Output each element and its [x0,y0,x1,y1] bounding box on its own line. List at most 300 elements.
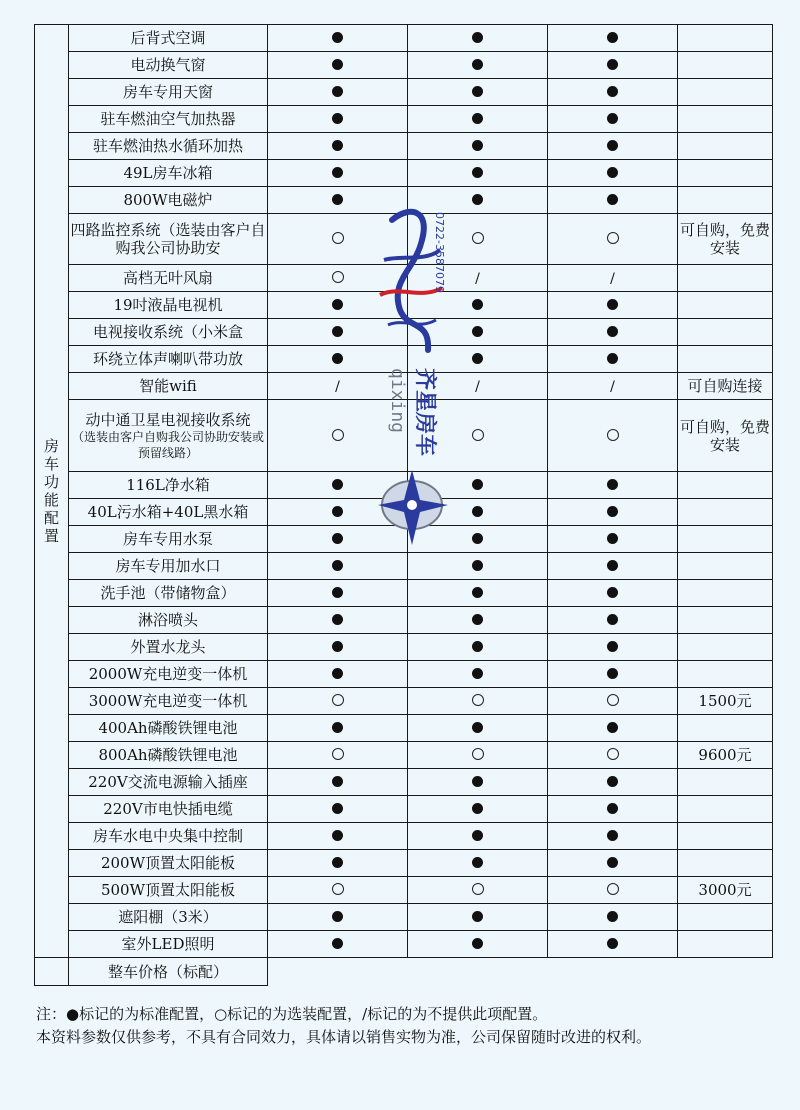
config-mark-cell [548,214,678,265]
note-cell [678,265,773,292]
standard-dot-icon [607,830,618,841]
config-mark-cell [548,823,678,850]
feature-label: 电动换气窗 [130,56,206,74]
standard-dot-icon [332,911,343,922]
table-row [35,52,773,79]
optional-circle-icon [332,429,344,441]
config-mark-cell [408,850,548,877]
standard-dot-icon [332,641,343,652]
table-row [35,553,773,580]
config-mark-cell [268,373,408,400]
config-mark-cell [268,661,408,688]
standard-dot-icon [607,722,618,733]
table-row [35,292,773,319]
config-mark-cell [548,607,678,634]
config-mark-cell [408,133,548,160]
optional-circle-icon [332,232,344,244]
note-cell [678,904,773,931]
feature-cell [69,79,268,106]
config-mark-cell [408,319,548,346]
standard-dot-icon [472,533,483,544]
standard-dot-icon [332,614,343,625]
feature-label: 高档无叶风扇 [122,269,213,287]
config-mark-cell [548,796,678,823]
config-mark-cell [548,25,678,52]
table-row [35,25,773,52]
feature-cell [69,373,268,400]
feature-label: 220V交流电源输入插座 [88,773,248,791]
feature-cell [69,931,268,958]
standard-dot-icon [472,479,483,490]
table-row [35,877,773,904]
feature-cell [69,214,268,265]
config-mark-cell [548,160,678,187]
standard-dot-icon [472,614,483,625]
feature-cell [69,796,268,823]
table-row [35,526,773,553]
config-mark-cell [268,79,408,106]
note-cell [678,52,773,79]
standard-dot-icon [607,911,618,922]
category-label: 房车功能配置 [43,437,59,545]
feature-cell [69,580,268,607]
standard-dot-icon [332,113,343,124]
note-cell [678,634,773,661]
config-mark-cell [548,79,678,106]
feature-label: 800Ah磷酸铁锂电池 [98,746,238,764]
note-cell [678,931,773,958]
feature-label: 49L房车冰箱 [123,164,213,182]
standard-dot-icon [472,830,483,841]
feature-cell [69,715,268,742]
standard-dot-icon [332,167,343,178]
standard-dot-icon [607,506,618,517]
feature-cell [69,106,268,133]
legend-note: 注：●标记的为标准配置，○标记的为选装配置，/标记的为不提供此项配置。 [36,1005,548,1023]
optional-circle-icon [472,232,484,244]
config-mark-cell [408,265,548,292]
optional-circle-icon [607,694,619,706]
feature-cell [69,823,268,850]
standard-dot-icon [607,59,618,70]
standard-dot-icon [332,326,343,337]
standard-dot-icon [607,857,618,868]
table-row [35,634,773,661]
config-mark-cell [268,499,408,526]
standard-dot-icon [332,560,343,571]
standard-dot-icon [472,113,483,124]
optional-circle-icon [472,694,484,706]
feature-label: 19吋液晶电视机 [113,296,223,314]
config-mark-cell [408,499,548,526]
config-mark-cell [268,877,408,904]
table-row [35,823,773,850]
config-mark-cell [548,133,678,160]
standard-dot-icon [332,479,343,490]
table-row [35,346,773,373]
standard-dot-icon [332,587,343,598]
feature-label: 驻车燃油空气加热器 [100,110,236,128]
not-offered-slash-icon: / [475,270,480,287]
note-cell [678,187,773,214]
brand-latin: qixing [387,368,408,434]
config-mark-cell [408,931,548,958]
standard-dot-icon [472,167,483,178]
note-cell [678,133,773,160]
standard-dot-icon [472,506,483,517]
config-mark-cell [408,346,548,373]
standard-dot-icon [332,59,343,70]
standard-dot-icon [332,803,343,814]
table-row [35,688,773,715]
feature-label: 室外LED照明 [121,935,215,953]
config-mark-cell [548,769,678,796]
table-row [35,931,773,958]
feature-label: 房车专用加水口 [115,557,221,575]
standard-dot-icon [332,857,343,868]
feature-label: 电视接收系统（小米盒 [92,323,243,341]
standard-dot-icon [607,479,618,490]
config-mark-cell [268,187,408,214]
optional-circle-icon [332,271,344,283]
config-mark-cell [268,931,408,958]
standard-dot-icon [472,140,483,151]
feature-label: 后背式空调 [130,29,206,47]
config-mark-cell [268,904,408,931]
note-cell: 1500元 [678,688,773,715]
config-mark-cell [548,373,678,400]
standard-dot-icon [332,668,343,679]
config-mark-cell [268,133,408,160]
note-cell [678,106,773,133]
config-mark-cell [268,346,408,373]
config-mark-cell [268,715,408,742]
feature-cell [69,877,268,904]
not-offered-slash-icon: / [610,378,615,395]
config-mark-cell [408,607,548,634]
config-mark-cell [268,688,408,715]
price-values-blank [268,958,773,986]
config-mark-cell [548,346,678,373]
config-mark-cell [408,823,548,850]
config-mark-cell [548,877,678,904]
feature-label: 动中通卫星电视接收系统 [85,410,251,429]
note-cell [678,553,773,580]
table-row [35,160,773,187]
standard-dot-icon [332,533,343,544]
feature-cell [69,904,268,931]
table-row [35,499,773,526]
note-cell [678,607,773,634]
table-row [35,319,773,346]
feature-label: 外置水龙头 [130,638,206,656]
note-cell [678,850,773,877]
standard-dot-icon [332,299,343,310]
standard-dot-icon [607,86,618,97]
not-offered-slash-icon: / [610,270,615,287]
standard-dot-icon [472,857,483,868]
standard-dot-icon [607,803,618,814]
config-mark-cell [268,106,408,133]
table-row [35,742,773,769]
feature-cell [69,553,268,580]
feature-cell [69,160,268,187]
config-mark-cell [548,265,678,292]
table-row [35,661,773,688]
standard-dot-icon [472,722,483,733]
note-cell [678,79,773,106]
feature-sublabel: （选装由客户自购我公司协助安装或预留线路） [71,429,264,460]
not-offered-slash-icon: / [335,378,340,395]
table-row [35,769,773,796]
config-mark-cell [548,634,678,661]
note-cell [678,823,773,850]
config-mark-cell [408,187,548,214]
optional-circle-icon [607,429,619,441]
feature-label: 40L污水箱+40L黑水箱 [87,503,249,521]
feature-cell [69,499,268,526]
table-row [35,904,773,931]
config-mark-cell [408,796,548,823]
standard-dot-icon [607,32,618,43]
table-row [35,472,773,499]
disclaimer-note: 本资料参数仅供参考，不具有合同效力，具体请以销售实物为准，公司保留随时改进的权利。 [36,1028,652,1046]
table-row [35,373,773,400]
feature-label: 淋浴喷头 [137,611,198,629]
standard-dot-icon [332,506,343,517]
feature-label: 四路监控系统（选装由客户自购我公司协助安 [70,221,266,257]
feature-cell [69,661,268,688]
config-mark-cell [268,742,408,769]
config-mark-cell [548,400,678,472]
feature-label: 房车水电中央集中控制 [92,827,243,845]
note-cell: 可自购，免费安装 [678,214,773,265]
standard-dot-icon [607,113,618,124]
standard-dot-icon [607,299,618,310]
feature-cell [69,607,268,634]
note-cell [678,661,773,688]
note-cell [678,769,773,796]
standard-dot-icon [607,641,618,652]
standard-dot-icon [472,59,483,70]
standard-dot-icon [607,560,618,571]
config-mark-cell [268,850,408,877]
config-mark-cell [268,400,408,472]
config-mark-cell [408,214,548,265]
brand-phone: 0722-3587079 [433,212,446,293]
note-cell: 可自购连接 [678,373,773,400]
config-mark-cell [408,106,548,133]
config-mark-cell [408,79,548,106]
standard-dot-icon [472,326,483,337]
config-mark-cell [408,25,548,52]
note-cell [678,796,773,823]
note-cell [678,715,773,742]
not-offered-slash-icon: / [475,378,480,395]
table-row [35,796,773,823]
config-mark-cell [548,187,678,214]
table-row [35,400,773,472]
feature-label: 房车专用天窗 [122,83,213,101]
optional-circle-icon [607,748,619,760]
standard-dot-icon [607,614,618,625]
config-mark-cell [408,292,548,319]
standard-dot-icon [607,326,618,337]
feature-cell [69,472,268,499]
spec-sheet [34,24,772,986]
config-mark-cell [548,742,678,769]
config-mark-cell [408,715,548,742]
config-mark-cell [408,634,548,661]
optional-circle-icon [607,232,619,244]
table-row [35,265,773,292]
feature-cell [69,187,268,214]
feature-cell [69,319,268,346]
standard-dot-icon [472,938,483,949]
note-cell [678,346,773,373]
feature-label: 116L净水箱 [126,476,210,494]
feature-cell [69,769,268,796]
note-cell: 3000元 [678,877,773,904]
feature-cell [69,346,268,373]
config-mark-cell [268,634,408,661]
config-mark-cell [408,661,548,688]
config-mark-cell [548,850,678,877]
config-mark-cell [268,292,408,319]
standard-dot-icon [472,560,483,571]
standard-dot-icon [332,140,343,151]
config-mark-cell [548,931,678,958]
table-row [35,187,773,214]
price-row [35,958,773,986]
feature-label: 驻车燃油热水循环加热 [92,137,243,155]
price-row-blank [35,958,69,986]
optional-circle-icon [332,694,344,706]
standard-dot-icon [472,668,483,679]
standard-dot-icon [472,803,483,814]
table-row [35,133,773,160]
table-row [35,580,773,607]
config-mark-cell [408,373,548,400]
config-mark-cell [548,904,678,931]
standard-dot-icon [472,299,483,310]
note-cell: 9600元 [678,742,773,769]
config-mark-cell [408,526,548,553]
optional-circle-icon [472,883,484,895]
feature-cell [69,52,268,79]
standard-dot-icon [607,167,618,178]
footnotes [36,1003,776,1049]
standard-dot-icon [607,533,618,544]
table-row [35,850,773,877]
standard-dot-icon [607,194,618,205]
table-row [35,607,773,634]
note-cell [678,499,773,526]
optional-circle-icon [472,429,484,441]
note-cell: 可自购，免费安装 [678,400,773,472]
note-cell [678,160,773,187]
table-row [35,715,773,742]
config-mark-cell [548,580,678,607]
category-cell [35,25,69,958]
standard-dot-icon [472,86,483,97]
feature-label: 400Ah磷酸铁锂电池 [98,719,238,737]
price-label: 整车价格（标配） [69,958,268,986]
feature-label: 房车专用水泵 [122,530,213,548]
feature-label: 800W电磁炉 [123,191,213,209]
config-mark-cell [408,553,548,580]
config-mark-cell [408,688,548,715]
config-mark-cell [548,319,678,346]
config-mark-cell [268,553,408,580]
standard-dot-icon [607,668,618,679]
table-row [35,79,773,106]
standard-dot-icon [472,587,483,598]
config-mark-cell [548,106,678,133]
standard-dot-icon [607,587,618,598]
config-table [34,24,773,986]
table-row [35,214,773,265]
config-mark-cell [408,877,548,904]
config-mark-cell [548,553,678,580]
feature-cell [69,742,268,769]
config-mark-cell [268,607,408,634]
feature-cell [69,292,268,319]
config-mark-cell [268,25,408,52]
feature-cell [69,25,268,52]
standard-dot-icon [332,938,343,949]
config-mark-cell [408,400,548,472]
config-mark-cell [548,292,678,319]
config-mark-cell [408,52,548,79]
config-mark-cell [268,526,408,553]
standard-dot-icon [607,776,618,787]
standard-dot-icon [332,830,343,841]
config-mark-cell [268,769,408,796]
standard-dot-icon [472,32,483,43]
standard-dot-icon [472,776,483,787]
note-cell [678,580,773,607]
feature-cell [69,634,268,661]
table-row [35,106,773,133]
config-mark-cell [548,526,678,553]
config-mark-cell [268,823,408,850]
feature-label: 洗手池（带储物盒） [100,584,236,602]
standard-dot-icon [607,140,618,151]
config-table-body [35,25,773,986]
optional-circle-icon [332,883,344,895]
feature-label: 智能wifi [139,377,197,395]
config-mark-cell [268,472,408,499]
note-cell [678,472,773,499]
config-mark-cell [408,904,548,931]
config-mark-cell [548,472,678,499]
config-mark-cell [408,580,548,607]
note-cell [678,526,773,553]
config-mark-cell [408,742,548,769]
optional-circle-icon [607,883,619,895]
feature-cell [69,133,268,160]
config-mark-cell [268,52,408,79]
note-cell [678,292,773,319]
standard-dot-icon [607,938,618,949]
feature-label: 200W顶置太阳能板 [100,854,236,872]
feature-label: 3000W充电逆变一体机 [88,692,248,710]
optional-circle-icon [332,748,344,760]
feature-label: 220V市电快插电缆 [103,800,233,818]
note-cell [678,319,773,346]
standard-dot-icon [332,353,343,364]
